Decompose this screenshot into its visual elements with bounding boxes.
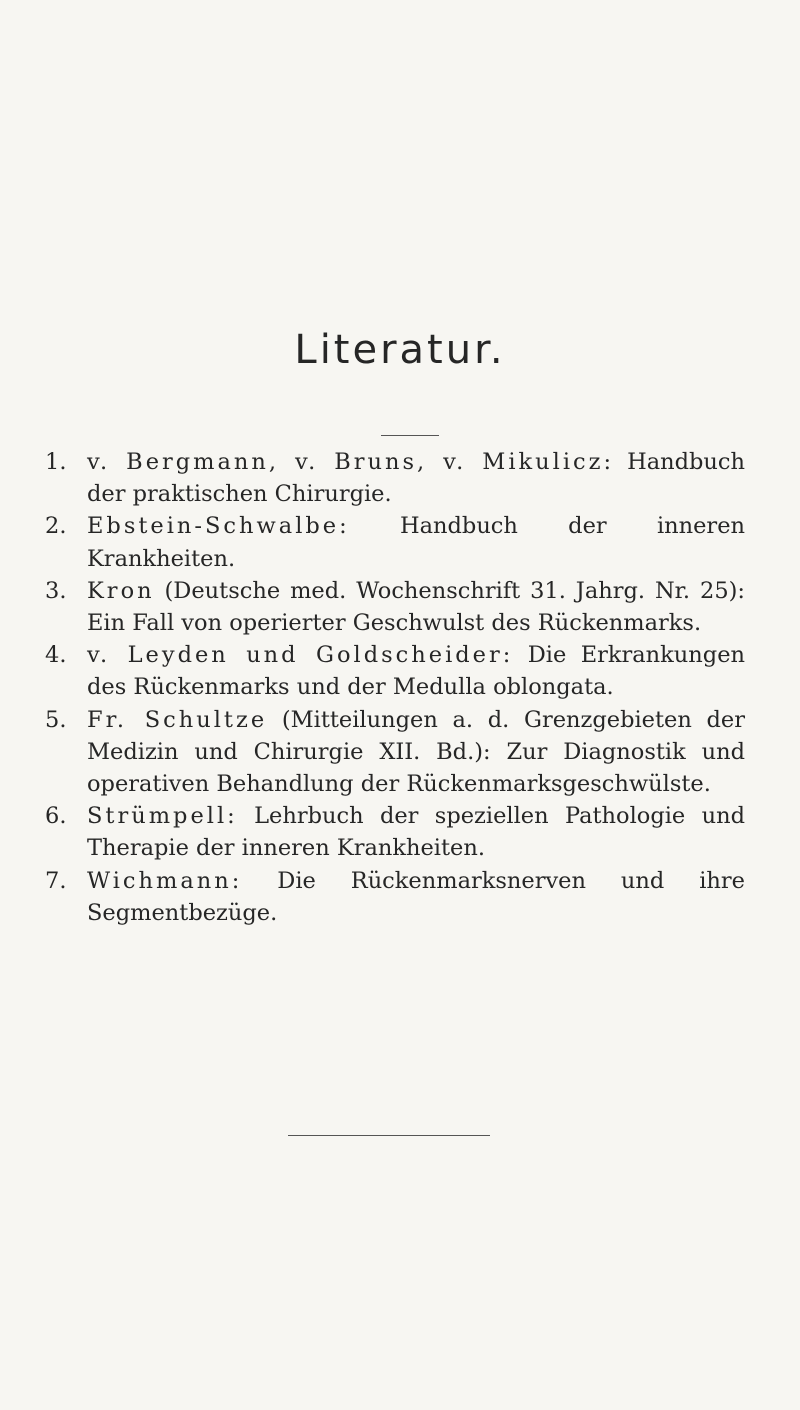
reference-number: 6. — [45, 803, 67, 830]
closing-divider — [288, 1135, 490, 1136]
reference-author: Kron — [87, 577, 155, 604]
reference-item-2 — [45, 510, 745, 574]
reference-number: 3. — [45, 577, 67, 604]
reference-item-3 — [45, 575, 745, 639]
reference-text: Handbuch der praktischen Chirurgie. — [87, 449, 745, 508]
reference-author: Wichmann: — [87, 867, 243, 894]
title-divider — [381, 435, 439, 436]
reference-number: 7. — [45, 867, 67, 894]
reference-text: (Deutsche med. Wochenschrift 31. Jahrg. Nr. 25): Ein Fall von operierter Geschwulst des Rückenmarks. — [87, 577, 745, 637]
reference-list — [45, 446, 745, 929]
reference-number: 4. — [45, 642, 67, 669]
page-title: Literatur. — [294, 327, 506, 373]
reference-author: Ebstein-Schwalbe: — [87, 513, 350, 540]
reference-number: 5. — [45, 706, 67, 733]
reference-item-6 — [45, 800, 745, 864]
reference-item-7 — [45, 865, 745, 929]
reference-author: v. Leyden und Goldscheider: — [87, 642, 514, 669]
reference-text: Handbuch der inneren Krankheiten. — [87, 513, 745, 572]
reference-text: Die Erkrankungen des Rückenmarks und der Medulla oblongata. — [87, 642, 746, 701]
reference-text: Die Rückenmarksnerven und ihre Segmentbezüge. — [87, 867, 745, 926]
reference-author: Strümpell: — [87, 803, 238, 830]
reference-item-5 — [45, 704, 745, 801]
reference-author: Fr. Schultze — [87, 706, 268, 733]
reference-number: 1. — [45, 449, 67, 475]
reference-author: v. Bergmann, v. Bruns, v. Mikulicz: — [87, 449, 615, 475]
reference-item-4 — [45, 639, 745, 703]
reference-number: 2. — [45, 513, 67, 540]
reference-text: (Mitteilungen a. d. Grenzgebieten der Medizin und Chirurgie XII. Bd.): Zur Diagnostik und operativen Behandlung der Rückenmarksgeschwülste. — [87, 706, 745, 798]
reference-item-1 — [45, 446, 745, 510]
reference-text: Lehrbuch der speziellen Pathologie und Therapie der inneren Krankheiten. — [87, 803, 745, 862]
